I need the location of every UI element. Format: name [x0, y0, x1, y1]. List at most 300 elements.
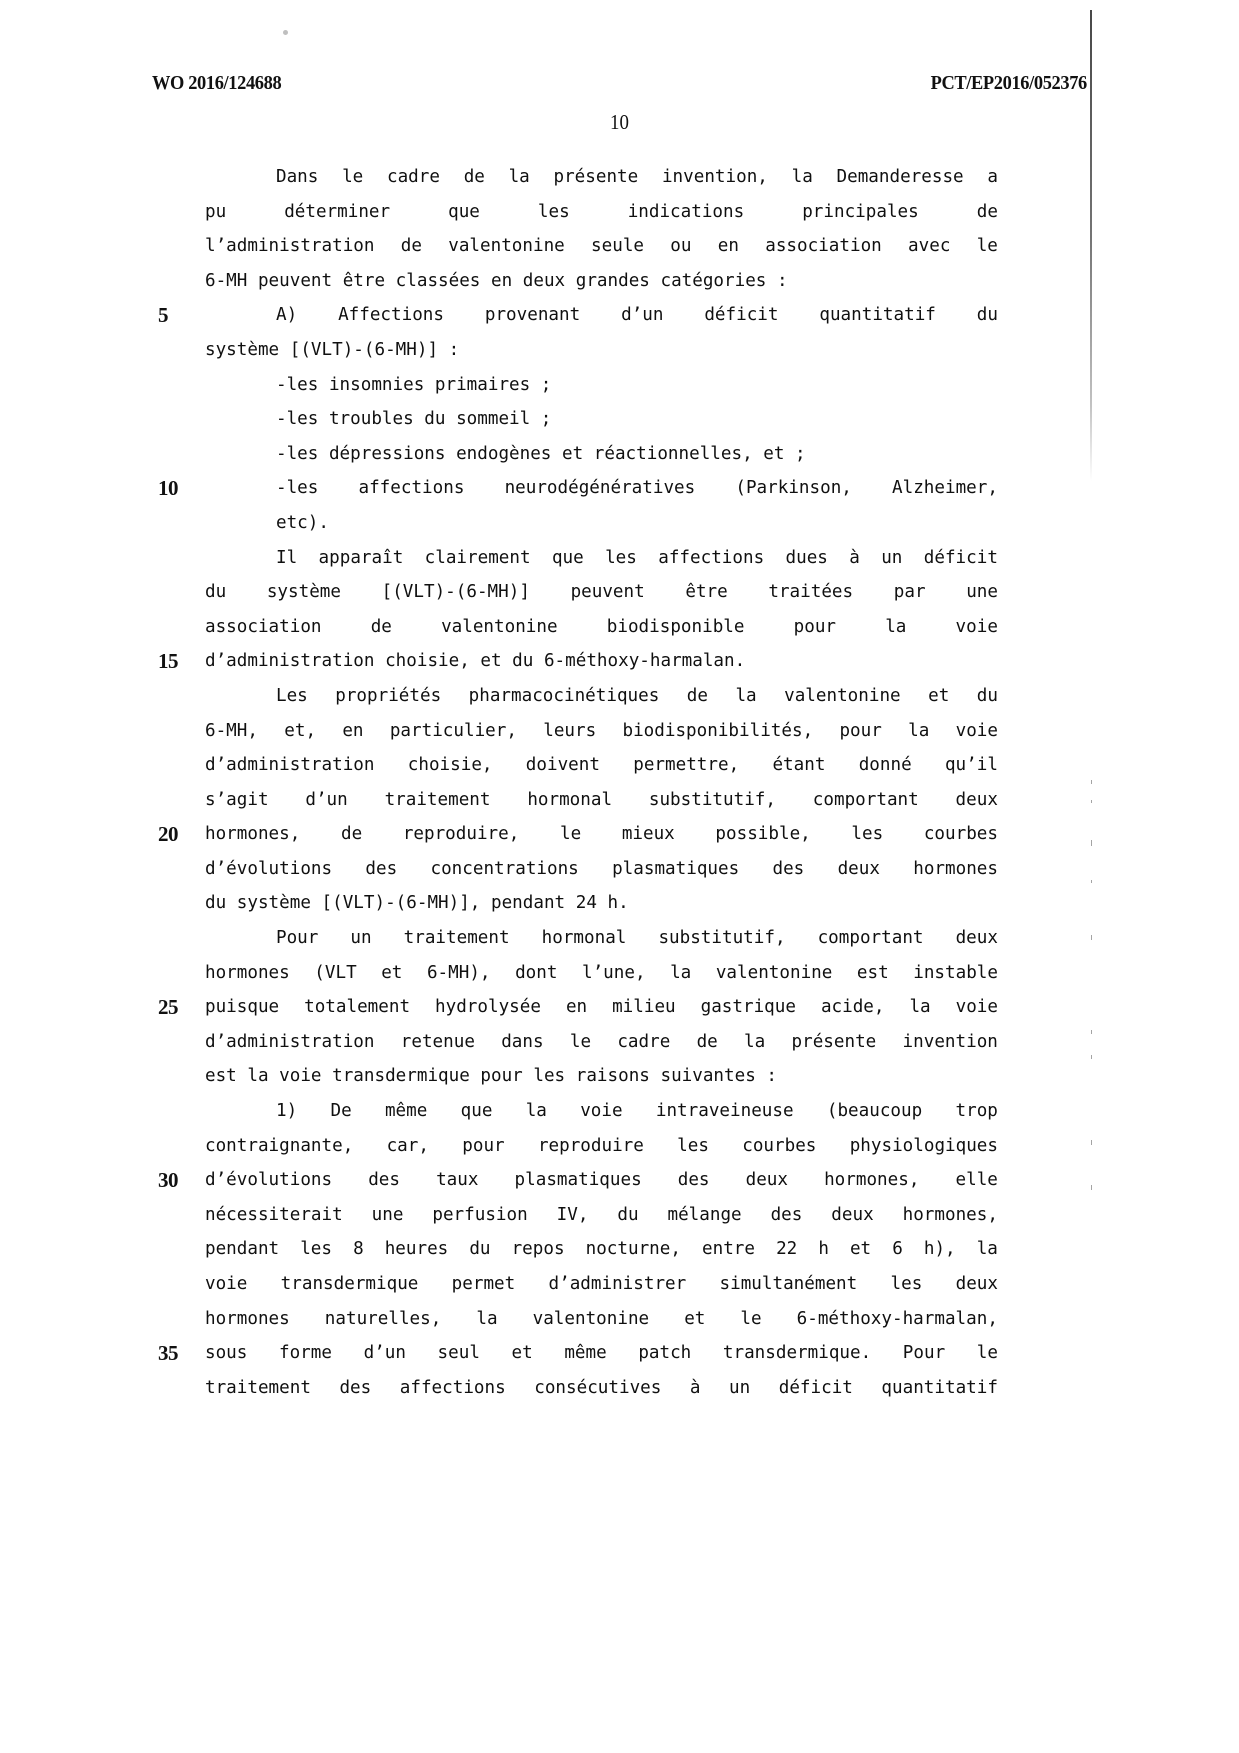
- word: le: [740, 1308, 762, 1329]
- word: présente: [553, 167, 639, 187]
- justified-row: [205, 783, 998, 818]
- text-line: [205, 783, 998, 818]
- word: pharmacocinétiques: [468, 685, 660, 706]
- word: gastrique: [700, 997, 796, 1018]
- word: perfusion: [432, 1204, 528, 1225]
- word: quantitatif: [819, 305, 936, 326]
- word: biodisponible: [606, 616, 745, 637]
- word: et: [381, 962, 403, 983]
- word: substitutif,: [648, 789, 776, 810]
- word: les: [677, 1135, 709, 1156]
- word: de: [400, 236, 422, 257]
- word: propriétés: [335, 685, 442, 706]
- word: -les: [276, 478, 319, 499]
- justified-row: [205, 229, 998, 264]
- line-content: [205, 644, 998, 679]
- justified-row: [205, 990, 998, 1025]
- word: principales: [802, 201, 919, 222]
- word: hormones,: [824, 1170, 920, 1191]
- word: voie: [955, 720, 998, 741]
- word: une: [966, 582, 998, 603]
- line-content: [205, 610, 998, 645]
- word: même: [384, 1101, 428, 1122]
- word: la: [908, 720, 930, 741]
- word: invention: [902, 1031, 998, 1052]
- word: valentonine: [448, 236, 565, 257]
- word: la: [885, 616, 907, 637]
- justified-row: [205, 852, 998, 887]
- word: de: [370, 616, 392, 637]
- word: pendant: [205, 1239, 280, 1260]
- line-content: [205, 886, 998, 921]
- word: la: [976, 1239, 998, 1260]
- word: du: [469, 1239, 491, 1260]
- word: concentrations: [430, 858, 579, 879]
- scan-speck: [1091, 1055, 1092, 1059]
- word: voie: [955, 616, 998, 637]
- word: h: [818, 1239, 829, 1260]
- text-line: [158, 644, 998, 679]
- word: que: [460, 1101, 493, 1122]
- word: reproduire,: [402, 824, 520, 845]
- justified-row: [205, 748, 998, 783]
- text-line: [205, 852, 998, 887]
- word: 22: [776, 1239, 798, 1260]
- running-head: [152, 72, 1087, 95]
- word: voie: [955, 997, 998, 1018]
- word: repos: [511, 1239, 565, 1260]
- line-content: [205, 506, 998, 541]
- word: les: [605, 547, 637, 568]
- word: d’administration: [205, 755, 375, 776]
- word: deux: [955, 1274, 998, 1294]
- text-line: [205, 541, 998, 576]
- line-content: [205, 1025, 998, 1060]
- word: mélange: [667, 1204, 742, 1225]
- word: nocturne,: [585, 1239, 681, 1260]
- word: invention,: [661, 167, 768, 187]
- word: 6: [892, 1239, 903, 1260]
- line-content: [205, 437, 998, 472]
- word: d’évolutions: [205, 1170, 333, 1191]
- word: les: [537, 201, 570, 222]
- text-line: [205, 714, 998, 749]
- word: traitement: [403, 928, 510, 949]
- word: la: [525, 1101, 547, 1122]
- word: a: [987, 167, 998, 187]
- word: dues: [785, 547, 828, 568]
- word: mieux: [621, 824, 675, 845]
- word: [(VLT)-(6-MH)]: [381, 582, 530, 603]
- word: déficit: [704, 305, 779, 326]
- line-content: [205, 1163, 998, 1198]
- word: neurodégénératives: [504, 478, 696, 499]
- word: que: [551, 547, 584, 568]
- word: simultanément: [719, 1274, 858, 1294]
- line-content: [205, 402, 998, 437]
- word: leurs: [543, 720, 597, 741]
- word: un: [350, 928, 372, 949]
- word: un: [881, 547, 903, 568]
- word: déterminer: [284, 201, 391, 222]
- word: pour: [462, 1135, 505, 1156]
- word: h),: [923, 1239, 956, 1260]
- justified-row: [205, 610, 998, 645]
- text-line: [158, 298, 998, 333]
- justified-row: [276, 160, 998, 195]
- scan-speck: [1091, 840, 1092, 846]
- line-content: [205, 195, 998, 230]
- word: forme: [278, 1343, 332, 1364]
- line-number: 25: [158, 995, 178, 1020]
- word: même: [564, 1343, 607, 1364]
- word: de: [463, 167, 485, 187]
- word: A): [276, 305, 298, 326]
- word: les: [300, 1239, 332, 1260]
- word: hormones: [205, 1308, 290, 1329]
- word: dans: [501, 1031, 544, 1052]
- word: la: [670, 962, 692, 983]
- justified-row: [205, 575, 998, 610]
- word: présente: [791, 1031, 877, 1052]
- justified-row: [276, 471, 998, 506]
- line-content: [205, 783, 998, 818]
- justified-row: [205, 1232, 998, 1267]
- word: que: [448, 201, 480, 222]
- word: traitement: [384, 789, 491, 810]
- word: possible,: [715, 824, 811, 845]
- scan-speck: [1091, 1030, 1092, 1034]
- justified-row: [205, 714, 998, 749]
- word: seul: [437, 1343, 480, 1364]
- line-content: [205, 575, 998, 610]
- word: hormonal: [527, 789, 613, 810]
- word: consécutives: [534, 1377, 662, 1398]
- line-content: [205, 160, 998, 195]
- justified-row: [276, 679, 998, 714]
- word: 1): [276, 1101, 298, 1122]
- word: courbes: [742, 1135, 817, 1156]
- line-content: [205, 1129, 998, 1164]
- text-line: [205, 748, 998, 783]
- word: affections: [358, 478, 465, 499]
- justified-row: [205, 1198, 998, 1233]
- word: voie: [205, 1274, 248, 1294]
- word: les: [890, 1274, 923, 1294]
- word: milieu: [612, 997, 676, 1018]
- word: déficit: [778, 1377, 853, 1398]
- word: des: [365, 858, 398, 879]
- word: deux: [745, 1170, 788, 1191]
- justified-row: [276, 921, 998, 956]
- word: déficit: [923, 547, 998, 568]
- word: cadre: [617, 1031, 671, 1052]
- application-number: PCT/EP2016/052376: [930, 72, 1087, 94]
- scan-speck: [1091, 935, 1092, 940]
- word: puisque: [205, 997, 280, 1018]
- word: peuvent: [570, 582, 645, 603]
- word: l’une,: [581, 962, 646, 983]
- word: qu’il: [944, 755, 998, 776]
- line-number: 30: [158, 1168, 178, 1193]
- line-content: [205, 921, 998, 956]
- word: la: [735, 685, 757, 706]
- word: deux: [955, 928, 998, 949]
- word: le: [976, 236, 998, 257]
- text-line: [205, 264, 998, 299]
- text-line: [205, 610, 998, 645]
- word: Il: [276, 547, 298, 568]
- word: pu: [205, 201, 227, 222]
- word: d’un: [621, 305, 664, 326]
- word: et,: [284, 720, 317, 741]
- line-content: [205, 1198, 998, 1233]
- word: dont: [515, 962, 558, 983]
- word: d’administration: [205, 1031, 375, 1052]
- text-line: [205, 1371, 998, 1406]
- word: car,: [386, 1135, 429, 1156]
- line-text: 6-MH peuvent être classées en deux grandes catégories :: [205, 270, 788, 291]
- line-content: [205, 748, 998, 783]
- text-line: [205, 333, 998, 368]
- word: heures: [384, 1239, 449, 1260]
- line-text: du système [(VLT)-(6-MH)], pendant 24 h.: [205, 893, 629, 914]
- word: un: [729, 1377, 751, 1398]
- word: de: [696, 1031, 718, 1052]
- line-content: [205, 1232, 998, 1267]
- word: elle: [955, 1170, 998, 1191]
- word: affections: [399, 1377, 506, 1398]
- word: association: [765, 236, 882, 257]
- text-line: [205, 195, 998, 230]
- body-text: [158, 160, 998, 1405]
- word: entre: [702, 1239, 755, 1260]
- word: être: [685, 582, 728, 603]
- word: plasmatiques: [514, 1170, 642, 1191]
- word: étant: [772, 755, 826, 776]
- text-line: [158, 1163, 998, 1198]
- word: par: [893, 582, 926, 603]
- word: deux: [831, 1204, 874, 1225]
- word: hormones: [205, 962, 290, 983]
- word: et: [849, 1239, 872, 1260]
- word: voie: [580, 1101, 623, 1122]
- word: la: [508, 167, 530, 187]
- word: du: [976, 685, 998, 706]
- line-content: [205, 990, 998, 1025]
- word: à: [849, 547, 860, 568]
- line-content: [205, 368, 998, 403]
- word: est: [856, 962, 889, 983]
- line-content: [205, 264, 998, 299]
- line-number: 20: [158, 822, 178, 847]
- word: patch: [638, 1343, 692, 1364]
- word: le: [569, 1031, 592, 1052]
- word: cadre: [387, 167, 440, 187]
- word: des: [368, 1170, 400, 1191]
- text-line: [205, 1059, 998, 1094]
- word: trop: [955, 1101, 998, 1122]
- word: transdermique: [280, 1274, 419, 1294]
- word: une: [371, 1204, 404, 1225]
- justified-row: [205, 1336, 998, 1371]
- word: la: [476, 1308, 498, 1329]
- word: biodisponibilités,: [622, 720, 814, 741]
- text-line: [205, 575, 998, 610]
- line-content: [205, 852, 998, 887]
- word: intraveineuse: [655, 1101, 794, 1122]
- justified-row: [205, 1163, 998, 1198]
- word: de: [340, 824, 363, 845]
- line-text: etc).: [276, 512, 329, 533]
- word: 6-MH,: [205, 720, 258, 741]
- word: l’administration: [205, 236, 375, 257]
- text-line: [205, 229, 998, 264]
- justified-row: [276, 298, 998, 333]
- word: du: [976, 305, 998, 326]
- word: et: [928, 685, 950, 706]
- text-line: [205, 1129, 998, 1164]
- word: d’un: [305, 789, 348, 810]
- word: des: [677, 1170, 710, 1191]
- word: 6-MH),: [426, 962, 491, 983]
- word: Affections: [338, 305, 444, 326]
- text-line: [158, 990, 998, 1025]
- word: à: [689, 1377, 701, 1398]
- word: la: [909, 997, 931, 1018]
- word: le: [559, 824, 582, 845]
- text-line: [205, 886, 998, 921]
- word: permet: [451, 1274, 516, 1294]
- word: Demanderesse: [836, 167, 964, 187]
- justified-row: [205, 195, 998, 230]
- line-content: [205, 471, 998, 506]
- line-number: 35: [158, 1341, 178, 1366]
- text-line: [205, 1267, 998, 1302]
- word: de: [976, 201, 998, 222]
- word: Pour: [276, 928, 319, 949]
- word: taux: [436, 1170, 479, 1191]
- word: le: [976, 1343, 998, 1364]
- word: provenant: [484, 305, 581, 326]
- line-content: [205, 298, 998, 333]
- text-line: [205, 506, 998, 541]
- line-text: -les troubles du sommeil ;: [276, 409, 552, 430]
- word: particulier,: [389, 720, 517, 741]
- word: (Parkinson,: [735, 478, 852, 499]
- word: comportant: [812, 789, 919, 810]
- line-number: 5: [158, 303, 168, 328]
- text-line: [205, 921, 998, 956]
- word: d’un: [363, 1343, 406, 1364]
- word: Les: [276, 685, 308, 706]
- word: Alzheimer,: [892, 478, 998, 499]
- word: association: [205, 616, 322, 637]
- word: s’agit: [205, 789, 269, 810]
- scan-speck: [1091, 880, 1092, 883]
- word: instable: [913, 962, 998, 983]
- line-content: [205, 817, 998, 852]
- line-content: [205, 956, 998, 991]
- word: d’administrer: [548, 1274, 687, 1294]
- word: hydrolysée: [435, 997, 541, 1018]
- word: du: [205, 582, 227, 603]
- line-content: [205, 714, 998, 749]
- word: hormones,: [902, 1204, 998, 1225]
- word: physiologiques: [849, 1135, 998, 1156]
- line-content: [205, 679, 998, 714]
- scan-speck: [1091, 780, 1092, 784]
- word: des: [770, 1204, 803, 1225]
- word: 8: [353, 1239, 364, 1260]
- word: le: [342, 167, 364, 187]
- word: les: [851, 824, 884, 845]
- text-line: [158, 471, 998, 506]
- justified-row: [205, 1371, 998, 1406]
- word: reproduire: [537, 1135, 644, 1156]
- text-line: [205, 437, 998, 472]
- word: seule: [591, 236, 645, 257]
- word: valentonine: [715, 962, 833, 983]
- text-line: [205, 679, 998, 714]
- word: nécessiterait: [205, 1204, 343, 1225]
- scan-speck: [1091, 800, 1092, 803]
- page-number: 10: [610, 110, 629, 134]
- line-content: [205, 1059, 998, 1094]
- word: ou: [670, 236, 692, 257]
- justified-row: [205, 1302, 998, 1337]
- justified-row: [205, 1267, 998, 1302]
- text-line: [158, 1336, 998, 1371]
- word: transdermique.: [722, 1343, 872, 1364]
- word: (beaucoup: [826, 1101, 923, 1122]
- line-number: 10: [158, 476, 178, 501]
- word: système: [266, 582, 341, 603]
- line-text: d’administration choisie, et du 6-méthoxy-harmalan.: [205, 651, 746, 672]
- word: d’évolutions: [205, 858, 333, 879]
- word: totalement: [304, 997, 411, 1018]
- word: en: [717, 236, 739, 257]
- word: deux: [955, 789, 998, 810]
- line-content: [205, 1302, 998, 1337]
- line-content: [205, 1267, 998, 1302]
- text-line: [205, 1025, 998, 1060]
- line-number: 15: [158, 649, 178, 674]
- word: la: [791, 167, 813, 187]
- text-line: [205, 1094, 998, 1129]
- word: deux: [837, 858, 880, 879]
- line-content: [205, 541, 998, 576]
- publication-number: WO 2016/124688: [152, 72, 282, 94]
- word: contraignante,: [205, 1135, 354, 1156]
- word: pour: [839, 720, 882, 741]
- word: Pour: [902, 1343, 946, 1364]
- justified-row: [205, 1129, 998, 1164]
- word: hormones: [913, 858, 998, 879]
- text-line: [205, 368, 998, 403]
- justified-row: [205, 956, 998, 991]
- text-line: [205, 1198, 998, 1233]
- word: valentonine: [532, 1308, 650, 1329]
- word: en: [565, 997, 588, 1018]
- scan-speck: [283, 30, 288, 35]
- word: affections: [658, 547, 765, 568]
- line-text: -les dépressions endogènes et réactionnelles, et ;: [276, 443, 806, 464]
- word: acide,: [820, 997, 885, 1018]
- line-content: [205, 333, 998, 368]
- word: courbes: [923, 824, 998, 845]
- word: apparaît: [318, 547, 404, 568]
